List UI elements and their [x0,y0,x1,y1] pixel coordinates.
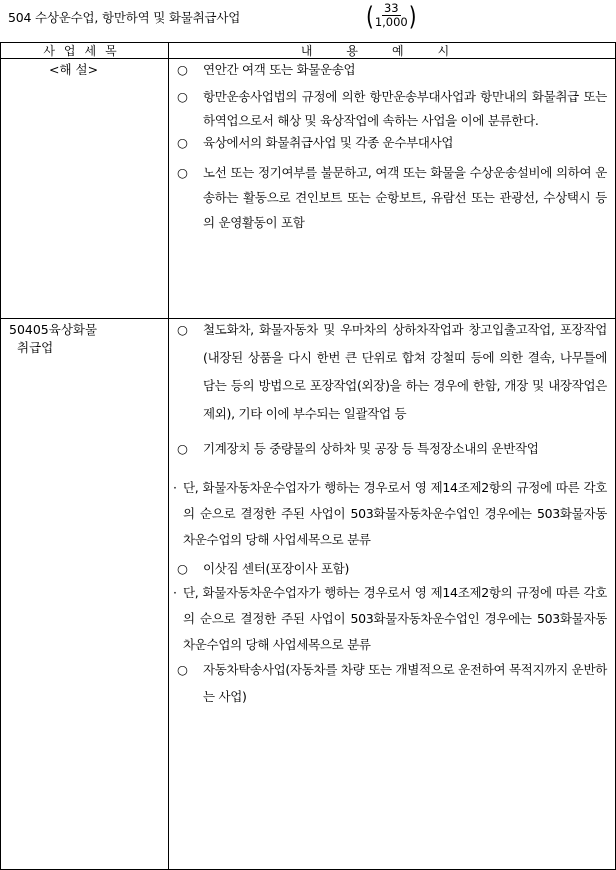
list-item [177,160,607,235]
item-text: 철도화차, 화물자동차 및 우마차의 상하차작업과 창고입출고작업, 포장작업(내장된 상품을 다시 한번 큰 단위로 합쳐 강철띠 등에 의한 결속, 나무틀에 담는 등의 방법으로 포장작업(외장)을 하는 경우에 한함, 개장 및 내장작업은 제외), 기타 이에 부수되는 일괄작업 등 [203,322,607,421]
list-item [177,316,607,428]
list-item [177,556,607,581]
circle-bullet-icon: ○ [177,89,188,104]
circle-bullet-icon: ○ [177,561,188,576]
paren-open: ( [366,0,374,32]
rate-ratio [366,0,417,32]
rate-numerator: 33 [383,1,399,15]
column-header-examples: 내용예시 [300,44,484,58]
item-text: 단, 화물자동차운수업자가 행하는 경우로서 영 제14조제2항의 규정에 따른 각호의 순으로 결정한 주된 사업이 503화물자동차운수업인 경우에는 503화물자동차운수업의 당해 사업세목으로 분류 [183,480,607,547]
list-item [177,656,607,710]
circle-bullet-icon: ○ [177,662,188,677]
list-item [177,130,607,155]
item-text: 항만운송사업법의 규정에 의한 항만운송부대사업과 항만내의 화물취급 또는 하역업으로서 해상 및 육상작업에 속하는 사업을 이에 분류한다. [203,89,607,128]
circle-bullet-icon: ○ [177,441,188,456]
paren-close: ) [408,0,417,32]
page-title: 504 수상운수업, 항만하역 및 화물취급사업 [8,10,241,25]
circle-bullet-icon: ○ [177,322,188,337]
item-text: 노선 또는 정기여부를 불문하고, 여객 또는 화물을 수상운송설비에 의하여 운송하는 활동으로 견인보트 또는 순항보트, 유람선 또는 관광선, 수상택시 등의 운영활동이 포함 [203,165,607,230]
classification-table [0,42,616,870]
list-item [177,436,607,461]
section2-category [9,321,97,357]
item-text: 기계장치 등 중량물의 상하차 및 공장 등 특정장소내의 운반작업 [203,441,539,456]
rate-fraction [375,2,408,29]
item-text: 연안간 여객 또는 화물운송업 [203,62,356,77]
rate-denominator: 1,000 [374,15,408,29]
circle-bullet-icon: ○ [177,135,188,150]
column-header-category: 사업세목 [43,44,126,58]
list-item [173,475,607,553]
list-item [177,57,607,82]
circle-bullet-icon: ○ [177,62,188,77]
circle-bullet-icon: ○ [177,165,188,180]
item-text: 자동차탁송사업(자동차를 차량 또는 개별적으로 운전하여 목적지까지 운반하는 사업) [203,662,607,704]
list-item [177,85,607,133]
category-name-line: 취급업 [17,340,54,355]
list-item [173,580,607,658]
item-text: 이삿짐 센터(포장이사 포함) [203,561,350,576]
category-code-line: 50405육상화물 [9,322,98,337]
column-divider [168,43,169,869]
item-text: 단, 화물자동차운수업자가 행하는 경우로서 영 제14조제2항의 규정에 따른 각호의 순으로 결정한 주된 사업이 503화물자동차운수업인 경우에는 503화물자동차운수업의 당해 사업세목으로 분류 [183,585,607,652]
dot-bullet-icon: · [173,585,177,600]
dot-bullet-icon: · [173,480,177,495]
section1-category: <해 설> [49,62,99,77]
item-text: 육상에서의 화물취급사업 및 각종 운수부대사업 [203,135,454,150]
